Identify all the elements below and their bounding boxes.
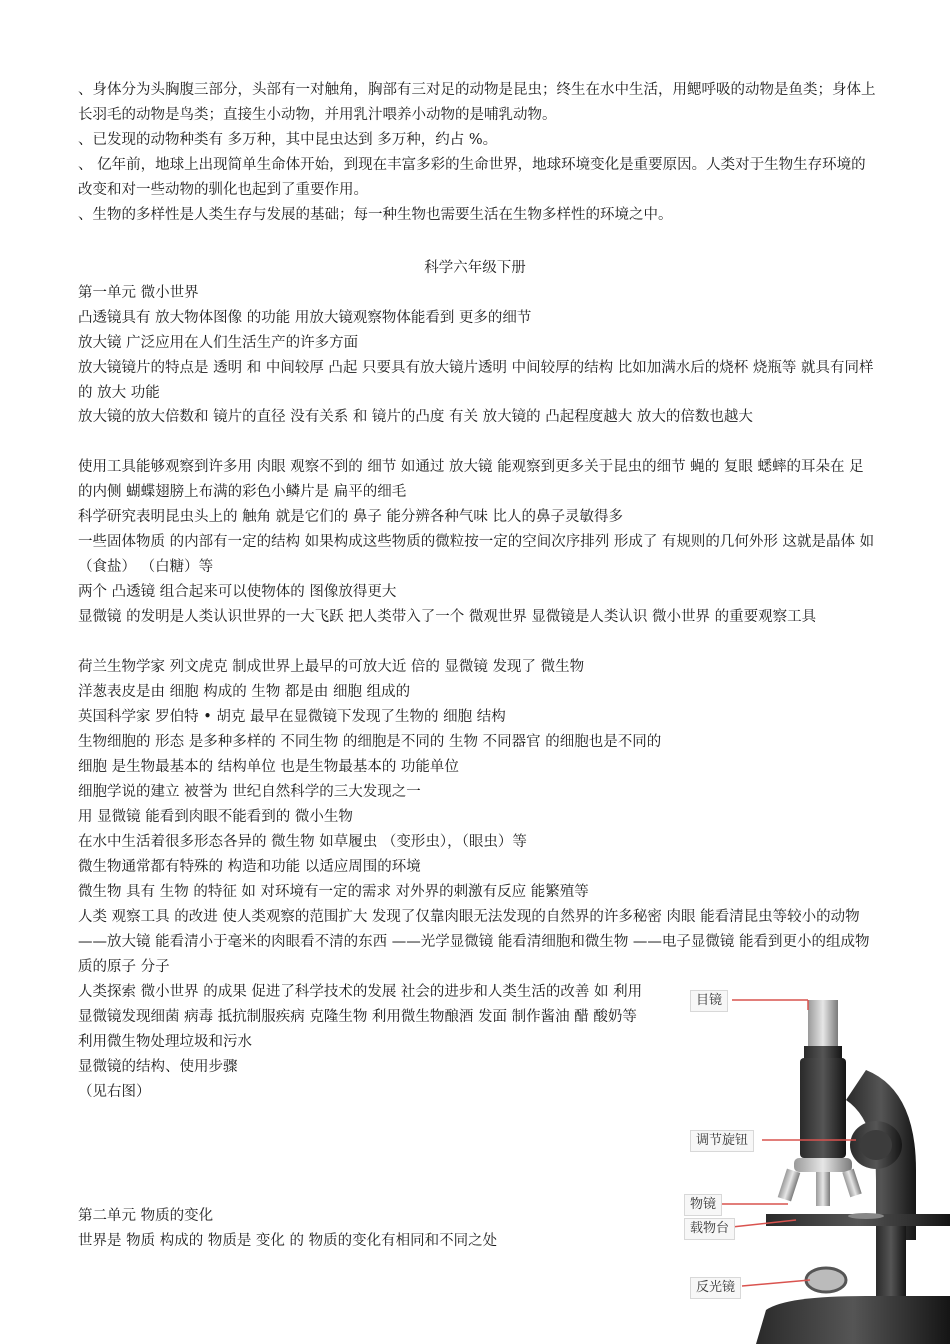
unit1-item: 细胞 是生物最基本的 结构单位 也是生物最基本的 功能单位 xyxy=(78,759,459,775)
paragraph-biodiversity: 、生物的多样性是人类生存与发展的基础；每一种生物也需要生活在生物多样性的环境之中。 xyxy=(78,207,673,223)
unit2-item: 世界是 物质 构成的 物质是 变化 的 物质的变化有相同和不同之处 xyxy=(78,1233,498,1249)
stage-label: 载物台 xyxy=(684,1218,735,1240)
paragraph-species-count: 、已发现的动物种类有 多万种，其中昆虫达到 多万种，约占 %。 xyxy=(78,132,498,148)
objective-shape xyxy=(778,1169,801,1202)
unit2-heading: 第二单元 物质的变化 xyxy=(78,1208,214,1224)
unit1-item: 科学研究表明昆虫头上的 触角 就是它们的 鼻子 能分辨各种气味 比人的鼻子灵敏得多 xyxy=(78,509,624,525)
eyepiece-label: 目镜 xyxy=(690,990,728,1012)
unit1-item: 放大镜镜片的特点是 透明 和 中间较厚 凸起 只要具有放大镜片透明 中间较厚的结构 比如加满水后的烧杯 烧瓶等 就具有同样的 放大 功能 xyxy=(78,360,874,401)
book-title: 科学六年级下册 xyxy=(424,260,526,276)
unit1-item: 凸透镜具有 放大物体图像 的功能 用放大镜观察物体能看到 更多的细节 xyxy=(78,310,532,326)
unit1-item: 一些固体物质 的内部有一定的结构 如果构成这些物质的微粒按一定的空间次序排列 形成了 有规则的几何外形 这就是晶体 如（食盐） （白糖）等 xyxy=(78,534,875,575)
eyepiece-shape xyxy=(808,1000,838,1050)
mirror-shape xyxy=(806,1268,846,1292)
unit1-item: 洋葱表皮是由 细胞 构成的 生物 都是由 细胞 组成的 xyxy=(78,684,411,700)
unit1-item: （见右图） xyxy=(78,1084,151,1100)
unit1-item: 在水中生活着很多形态各异的 微生物 如草履虫 （变形虫），（眼虫）等 xyxy=(78,834,527,850)
unit1-item: 使用工具能够观察到许多用 肉眼 观察不到的 细节 如通过 放大镜 能观察到更多关于昆虫的细节 蝇的 复眼 蟋蟀的耳朵在 足的内侧 蝴蝶翅膀上布满的彩色小鳞片是 扁平的细毛 xyxy=(78,459,864,500)
paragraph-animal-classification: 、身体分为头胸腹三部分，头部有一对触角，胸部有三对足的动物是昆虫；终生在水中生活，用鳃呼吸的动物是鱼类；身体上长羽毛的动物是鸟类；直接生小动物，并用乳汁喂养小动物的是哺乳动物。 xyxy=(78,82,876,123)
unit1-item: 生物细胞的 形态 是多种多样的 不同生物 的细胞是不同的 生物 不同器官 的细胞也是不同的 xyxy=(78,734,662,750)
microscope-figure xyxy=(676,980,950,1344)
unit1-item: 两个 凸透镜 组合起来可以使物体的 图像放得更大 xyxy=(78,584,397,600)
body-tube-shape xyxy=(800,1058,846,1158)
paragraph-earth-history: 、 亿年前，地球上出现简单生命体开始，到现在丰富多彩的生命世界，地球环境变化是重要原因。人类对于生物生存环境的改变和对一些动物的驯化也起到了重要作用。 xyxy=(78,157,866,198)
unit1-item: 人类 观察工具 的改进 使人类观察的范围扩大 发现了仅靠肉眼无法发现的自然界的许多秘密 肉眼 能看清昆虫等较小的动物 ——放大镜 能看清小于毫米的肉眼看不清的东西 ——光学显微镜 能看清细胞和微生物 ——电子显微镜 能看到更小的组成物质的原子 分子 xyxy=(78,909,870,975)
unit1-item: 人类探索 微小世界 的成果 促进了科学技术的发展 社会的进步和人类生活的改善 如 利用显微镜发现细菌 病毒 抵抗制服疾病 克隆生物 利用微生物酿酒 发面 制作酱油 醋 酸奶等 利用微生物处理垃圾和污水 xyxy=(78,984,643,1050)
unit1-item: 微生物 具有 生物 的特征 如 对环境有一定的需求 对外界的刺激有反应 能繁殖等 xyxy=(78,884,589,900)
mirror-label: 反光镜 xyxy=(690,1277,741,1299)
unit1-item: 显微镜的结构、使用步骤 xyxy=(78,1059,238,1075)
unit1-item: 放大镜的放大倍数和 镜片的直径 没有关系 和 镜片的凸度 有关 放大镜的 凸起程度越大 放大的倍数也越大 xyxy=(78,409,753,425)
unit1-item: 荷兰生物学家 列文虎克 制成世界上最早的可放大近 倍的 显微镜 发现了 微生物 xyxy=(78,659,585,675)
base-shape xyxy=(756,1296,950,1344)
unit1-item: 显微镜 的发明是人类认识世界的一大飞跃 把人类带入了一个 微观世界 显微镜是人类认识 微小世界 的重要观察工具 xyxy=(78,609,817,625)
unit1-heading: 第一单元 微小世界 xyxy=(78,285,199,301)
unit1-item: 细胞学说的建立 被誉为 世纪自然科学的三大发现之一 xyxy=(78,784,421,800)
unit1-item: 放大镜 广泛应用在人们生活生产的许多方面 xyxy=(78,335,359,351)
unit1-item: 微生物通常都有特殊的 构造和功能 以适应周围的环境 xyxy=(78,859,421,875)
objective-label: 物镜 xyxy=(684,1194,722,1216)
unit1-item: 英国科学家 罗伯特 • 胡克 最早在显微镜下发现了生物的 细胞 结构 xyxy=(78,709,506,725)
knob-label: 调节旋钮 xyxy=(690,1130,754,1152)
unit1-item: 用 显微镜 能看到肉眼不能看到的 微小生物 xyxy=(78,809,353,825)
